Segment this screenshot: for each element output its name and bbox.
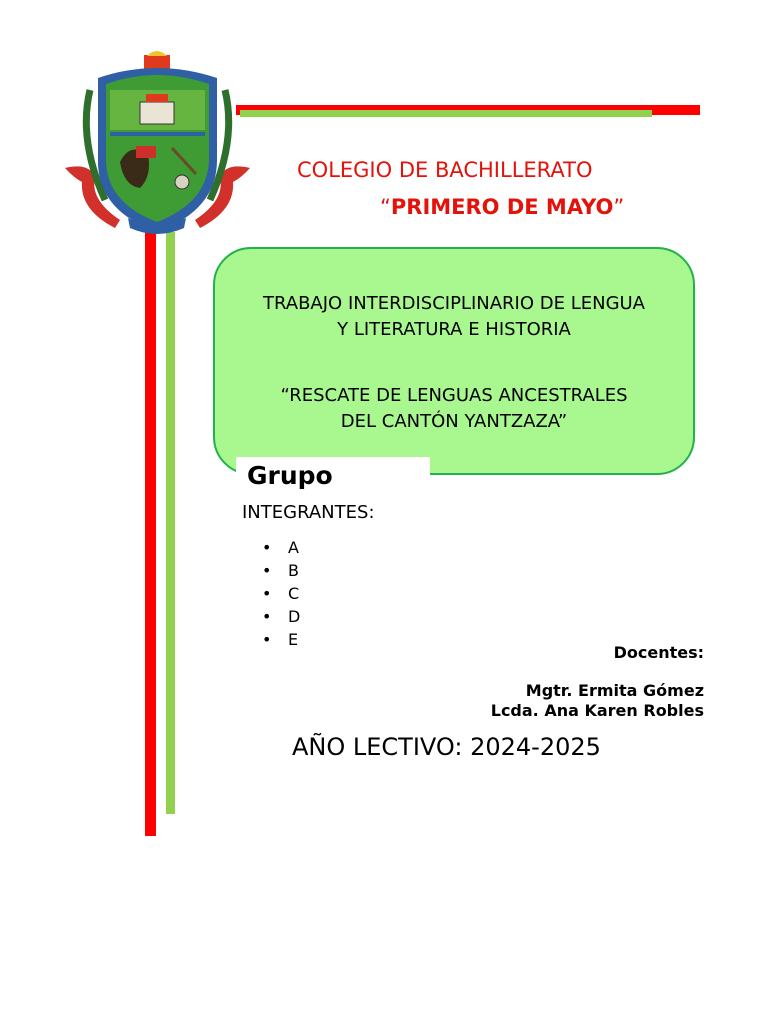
bullet-icon: •: [262, 584, 272, 603]
members-label: INTEGRANTES:: [242, 502, 375, 523]
list-item: [262, 559, 300, 582]
topic-line-1: “RESCATE DE LENGUAS ANCESTRALES: [280, 385, 628, 406]
group-label: Grupo: [247, 461, 333, 490]
list-item: [262, 582, 300, 605]
topic-line-2: DEL CANTÓN YANTZAZA”: [340, 411, 568, 432]
member-name: B: [288, 561, 299, 580]
red-figure: [136, 146, 156, 158]
teacher-name-2: Lcda. Ana Karen Robles: [490, 701, 704, 720]
subject-line-2: Y LITERATURA E HISTORIA: [337, 319, 571, 340]
subject-line-1: TRABAJO INTERDISCIPLINARIO DE LENGUA: [263, 293, 645, 314]
vertical-red-bar: [145, 232, 156, 836]
member-name: E: [288, 630, 299, 649]
open-quote: “: [380, 195, 391, 219]
shield-divider: [110, 132, 205, 136]
title-box: [213, 247, 695, 475]
vertical-green-bar: [166, 232, 175, 814]
crest-flame: [147, 51, 167, 56]
bullet-icon: •: [262, 561, 272, 580]
school-year: AÑO LECTIVO: 2024-2025: [292, 733, 601, 761]
teachers-block: [491, 643, 704, 721]
bullet-icon: •: [262, 630, 272, 649]
list-item: [262, 536, 300, 559]
member-name: A: [288, 538, 299, 557]
bullet-icon: •: [262, 607, 272, 626]
horizontal-green-bar: [240, 110, 652, 117]
members-list: [262, 536, 300, 651]
group-tab: [236, 457, 430, 497]
school-name-line: [380, 195, 624, 219]
book-emblem: [140, 102, 174, 124]
teacher-name-1: Mgtr. Ermita Gómez: [525, 681, 704, 700]
list-item: [262, 605, 300, 628]
school-type: COLEGIO DE BACHILLERATO: [297, 158, 593, 182]
bullet-icon: •: [262, 538, 272, 557]
list-item: [262, 628, 300, 651]
member-name: C: [288, 584, 300, 603]
member-name: D: [288, 607, 301, 626]
school-coat-of-arms-icon: [60, 50, 255, 240]
tool-head: [175, 175, 189, 189]
close-quote: ”: [613, 195, 625, 219]
school-name: PRIMERO DE MAYO: [390, 195, 614, 219]
teachers-label: Docentes:: [613, 643, 704, 662]
book-top: [146, 94, 168, 102]
